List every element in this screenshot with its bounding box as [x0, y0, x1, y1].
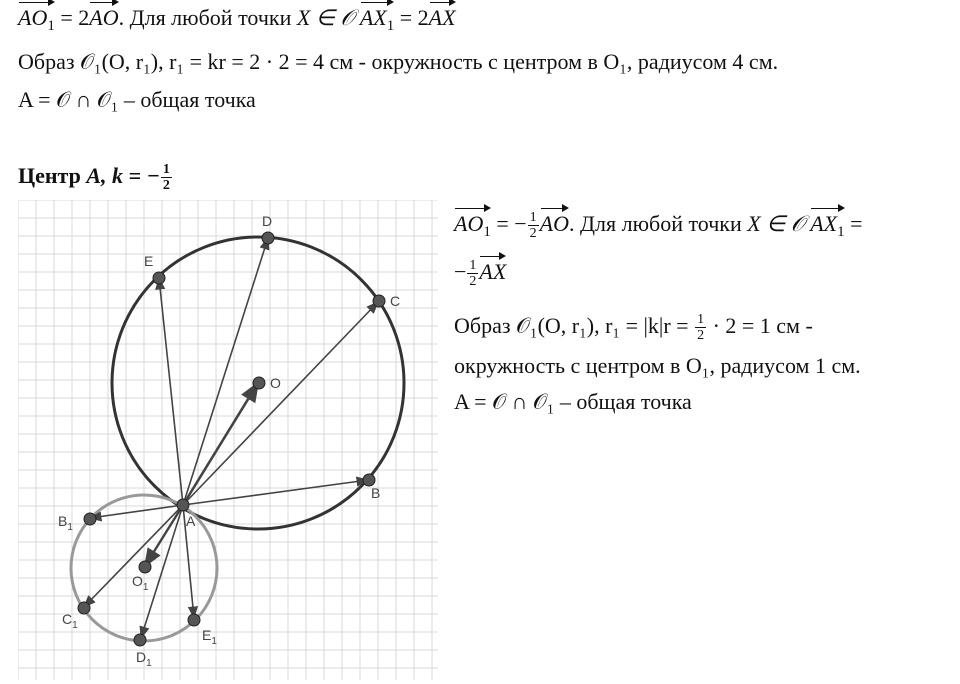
vector-a-o — [183, 383, 258, 505]
point-c1 — [78, 602, 90, 614]
point-a — [177, 499, 189, 511]
label-o1: $O_1$ — [132, 573, 149, 593]
label-d: D — [262, 213, 273, 229]
fraction-half: $\frac{1}{2}$ — [469, 258, 477, 290]
vector-ax: AX — [428, 5, 456, 30]
vector-ax1: $AX_1$ — [360, 4, 394, 40]
part1-line1: $AO_1 = 2AO$. Для любой точки X ∈ 𝒪 $AX_1 = 2AX$ — [18, 4, 456, 40]
label-c1: $C_1$ — [62, 611, 78, 631]
label-e: E — [144, 253, 154, 269]
point-c — [373, 295, 385, 307]
heading-fraction: $\frac{1}{2}$ — [162, 162, 170, 194]
vector-ao1: $AO_1$ — [454, 210, 491, 246]
label-c: C — [390, 293, 401, 309]
part1-line2: Образ 𝒪₁(O, r₁), r₁ = kr = 2 · 2 = 4 см - окружность с центром в O₁, радиусом 4 см. — [18, 49, 779, 74]
point-d — [262, 232, 274, 244]
part1-line3: A = 𝒪 ∩ 𝒪₁ – общая точка — [18, 87, 256, 112]
point-e — [153, 272, 165, 284]
geometry-figure — [18, 200, 438, 680]
vector-a-b — [183, 480, 368, 505]
vector-a-d — [183, 238, 268, 505]
point-e1 — [188, 614, 200, 626]
part2-line3: Образ 𝒪₁(O, r₁), r₁ = |k|r = $\frac{1}{2}$ · 2 = 1 см - — [454, 312, 813, 344]
label-b: B — [371, 485, 381, 501]
vector-ao1: $AO_1$ — [18, 4, 55, 40]
vector-a-e — [159, 278, 183, 505]
part2-line5: A = 𝒪 ∩ 𝒪₁ – общая точка — [454, 389, 692, 414]
point-d1 — [134, 634, 146, 646]
section-heading: Центр A, k = − $\frac{1}{2}$ — [18, 162, 170, 194]
part2-line4: окружность с центром в O₁, радиусом 1 см. — [454, 353, 861, 378]
fraction-half: $\frac{1}{2}$ — [697, 312, 705, 344]
vector-a-c — [183, 302, 381, 505]
label-d1: $D_1$ — [136, 649, 152, 669]
point-o — [253, 377, 265, 389]
point-b1 — [84, 513, 96, 525]
label-e1: $E_1$ — [202, 627, 217, 647]
fraction-half: $\frac{1}{2}$ — [529, 210, 537, 242]
point-o1 — [139, 561, 151, 573]
part2-line2: − $\frac{1}{2}$ AX — [454, 258, 507, 290]
vector-ax1: $AX_1$ — [810, 210, 844, 246]
vector-ax: AX — [479, 259, 507, 284]
vector-a-c1 — [84, 505, 183, 607]
part2-line1: $AO_1$ = − $\frac{1}{2}$ AO. Для любой точки X ∈ 𝒪 $AX_1$ = — [454, 210, 863, 246]
label-o: O — [270, 375, 281, 391]
point-labels — [58, 213, 400, 669]
vector-ao: AO — [89, 5, 119, 30]
vector-ao: AO — [539, 211, 569, 236]
label-b1: $B_1$ — [58, 513, 73, 533]
vector-a-o1 — [145, 505, 183, 566]
label-a: A — [186, 513, 196, 529]
